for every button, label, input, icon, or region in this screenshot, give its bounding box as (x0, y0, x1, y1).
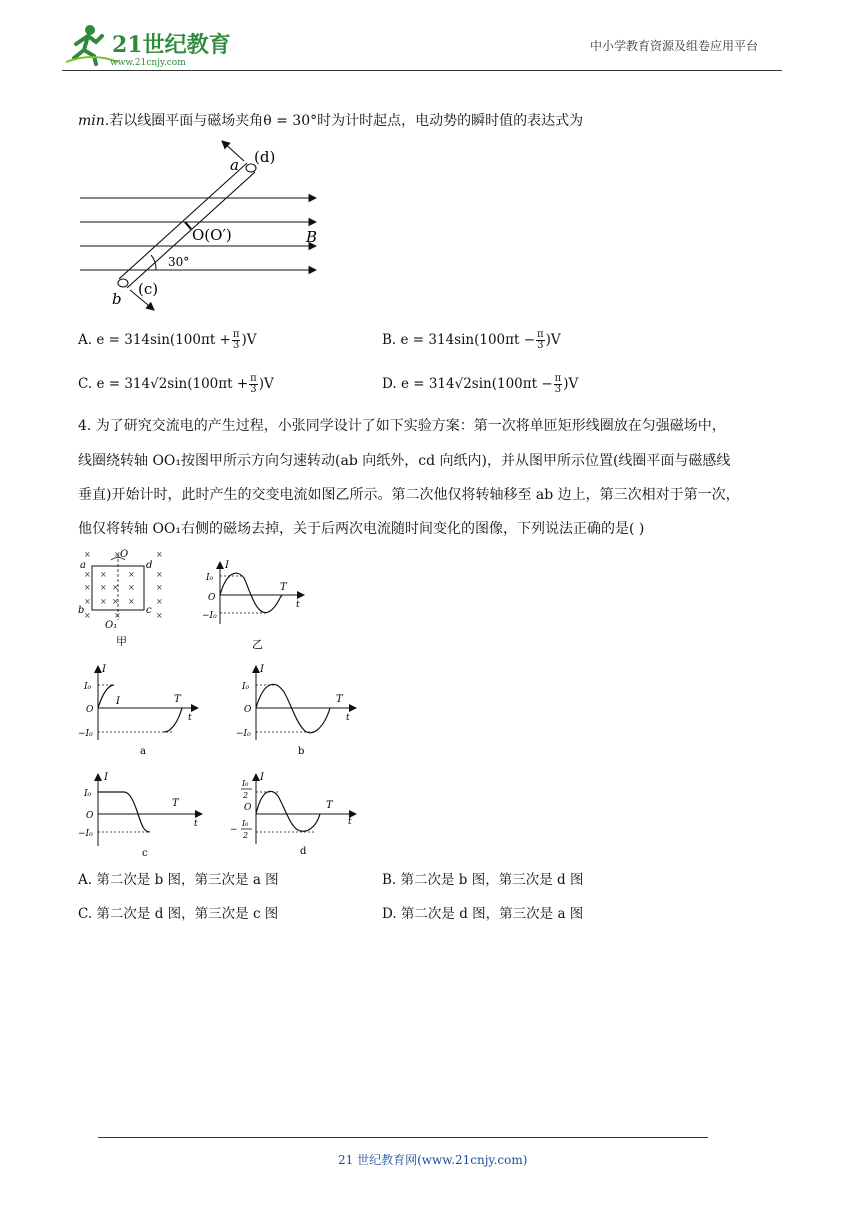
svg-text:I: I (116, 696, 120, 707)
jia-b: b (78, 605, 85, 616)
runner-logo-icon (62, 22, 232, 68)
svg-text:×: × (84, 550, 91, 559)
logo-text: 21世纪教育 (112, 32, 231, 58)
svg-text:I: I (102, 664, 106, 675)
svg-text:×: × (156, 570, 163, 579)
figure-jia (76, 546, 168, 646)
svg-text:−: − (230, 825, 238, 835)
svg-text:O: O (208, 593, 216, 603)
svg-text:×: × (114, 611, 121, 620)
jia-O: O (120, 549, 129, 560)
q3-figure (78, 136, 338, 312)
svg-text:×: × (84, 611, 91, 620)
svg-text:×: × (84, 583, 91, 592)
svg-text:I₀: I₀ (242, 779, 249, 788)
svg-text:×: × (128, 570, 135, 579)
svg-text:t: t (188, 713, 192, 723)
svg-text:2: 2 (243, 791, 249, 800)
svg-text:×: × (84, 597, 91, 606)
svg-text:O: O (244, 803, 252, 813)
svg-text:2: 2 (243, 831, 249, 840)
header-logo (62, 22, 232, 68)
svg-text:×: × (156, 597, 163, 606)
svg-text:×: × (156, 583, 163, 592)
rotating-coil-diagram (78, 136, 338, 312)
label-angle: 30° (168, 255, 190, 269)
footer-divider (98, 1137, 708, 1138)
svg-text:I₀: I₀ (242, 682, 250, 692)
q4-option-a[interactable]: A. 第二次是 b 图，第三次是 a 图 (78, 872, 279, 888)
svg-text:−I₀: −I₀ (236, 729, 251, 739)
a-caption: a (140, 746, 146, 756)
q4-line-4: 他仅将转轴 OO₁右侧的磁场去掉，关于后两次电流随时间变化的图像，下列说法正确的是( ) (78, 521, 645, 537)
graph-a (76, 660, 236, 756)
q4-line-1: 4. 为了研究交流电的产生过程，小张同学设计了如下实验方案：第一次将单匝矩形线圈放在匀强磁场中， (78, 418, 726, 434)
c-caption: c (142, 848, 148, 859)
svg-text:I₀: I₀ (206, 573, 214, 583)
q4-line-3: 垂直)开始计时，此时产生的交变电流如图乙所示。第二次他仅将转轴移至 ab 边上，第三次相对于第一次， (78, 487, 740, 503)
svg-text:×: × (112, 583, 119, 592)
jia-c: c (146, 605, 152, 616)
svg-text:O: O (86, 811, 94, 821)
logo-url: www.21cnjy.com (110, 58, 186, 68)
q3-stem: min.若以线圈平面与磁场夹角θ = 30°时为计时起点，电动势的瞬时值的表达式为 (78, 113, 584, 129)
q4-option-c[interactable]: C. 第二次是 d 图，第三次是 c 图 (78, 906, 279, 922)
coil-in-field-diagram (76, 546, 168, 646)
svg-text:T: T (174, 694, 181, 705)
svg-text:×: × (156, 550, 163, 559)
svg-text:×: × (156, 611, 163, 620)
svg-text:T: T (280, 582, 287, 593)
jia-d: d (146, 560, 153, 571)
svg-text:T: T (336, 694, 343, 705)
footer-link[interactable]: 21 世纪教育网(www.21cnjy.com) (338, 1153, 528, 1167)
header-divider (62, 70, 782, 71)
graph-b (232, 660, 362, 756)
svg-text:×: × (100, 570, 107, 579)
q3-option-d[interactable]: D. e = 314√2sin(100πt − $\frac{\pi}{3}$ )V (382, 373, 579, 395)
jia-O1: O₁ (105, 620, 118, 631)
label-a: a (230, 156, 239, 174)
svg-text:×: × (100, 597, 107, 606)
svg-text:I: I (104, 772, 108, 783)
svg-text:O: O (244, 705, 252, 715)
b-caption: b (298, 746, 305, 756)
graph-a-svg (76, 660, 236, 756)
q4-line-2: 线圈绕转轴 OO₁按图甲所示方向匀速转动(ab 向纸外，cd 向纸内)，并从图甲所示位置(线圈平面与磁感线 (78, 453, 731, 469)
graph-b-svg (232, 660, 362, 756)
svg-text:O: O (86, 705, 94, 715)
q3-option-c[interactable]: C. e = 314√2sin(100πt + $\frac{\pi}{3}$ )V (78, 373, 274, 395)
yi-caption: 乙 (252, 638, 263, 651)
svg-text:−I₀: −I₀ (78, 729, 93, 739)
graph-c-svg (76, 768, 216, 864)
q3-option-b[interactable]: B. e = 314sin(100πt − $\frac{\pi}{3}$ )V (382, 329, 561, 351)
graph-yi (200, 556, 310, 652)
svg-text:I₀: I₀ (84, 682, 92, 692)
q4-option-d[interactable]: D. 第二次是 d 图，第三次是 a 图 (382, 906, 584, 922)
svg-text:I: I (225, 560, 229, 571)
q4-option-b[interactable]: B. 第二次是 b 图，第三次是 d 图 (382, 872, 584, 888)
label-c: (c) (138, 280, 159, 298)
svg-text:t: t (346, 713, 350, 723)
label-b: b (112, 290, 122, 308)
svg-text:I₀: I₀ (242, 819, 249, 828)
svg-text:×: × (128, 597, 135, 606)
label-d: (d) (254, 148, 276, 166)
svg-text:×: × (112, 597, 119, 606)
svg-text:−I₀: −I₀ (202, 611, 217, 621)
jia-a: a (80, 560, 86, 571)
svg-text:×: × (114, 550, 121, 559)
svg-text:t: t (296, 600, 300, 610)
svg-text:T: T (172, 798, 179, 809)
graph-d (228, 766, 364, 860)
svg-text:I: I (260, 772, 264, 783)
label-o: O(O′) (192, 226, 232, 244)
svg-text:−I₀: −I₀ (78, 829, 93, 839)
svg-text:t: t (348, 817, 352, 827)
graph-d-svg (228, 766, 364, 860)
platform-name: 中小学教育资源及组卷应用平台 (590, 39, 759, 53)
svg-text:×: × (128, 583, 135, 592)
q3-option-a[interactable]: A. e = 314sin(100πt + $\frac{\pi}{3}$ )V (78, 329, 257, 351)
svg-text:T: T (326, 800, 333, 811)
label-B: B (306, 228, 318, 246)
jia-caption: 甲 (116, 635, 127, 646)
graph-yi-svg (200, 556, 310, 652)
svg-text:×: × (84, 570, 91, 579)
svg-text:I₀: I₀ (84, 789, 92, 799)
svg-text:t: t (194, 819, 198, 829)
graph-c (76, 768, 216, 864)
svg-text:I: I (260, 664, 264, 675)
svg-text:×: × (100, 583, 107, 592)
d-caption: d (300, 846, 307, 857)
